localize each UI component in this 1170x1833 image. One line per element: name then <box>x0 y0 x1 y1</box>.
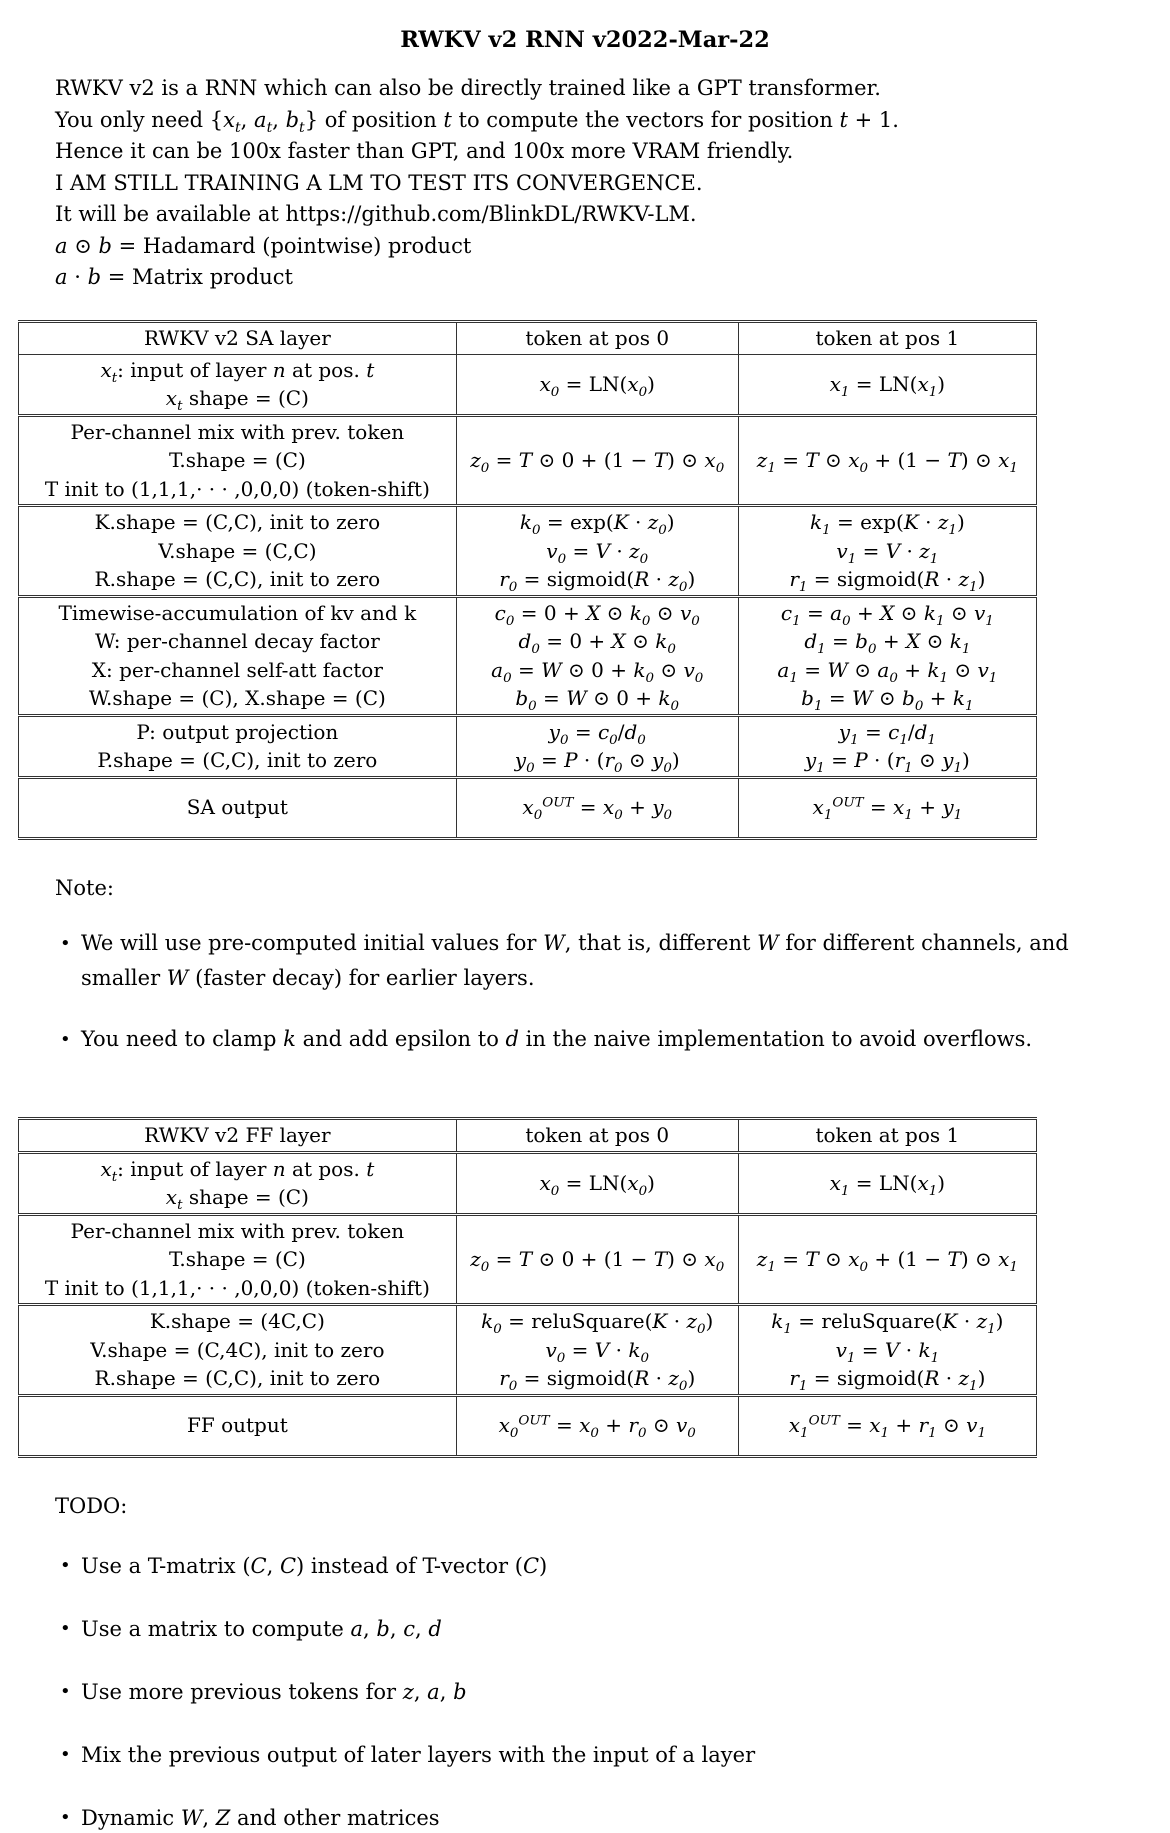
text-line: $y_1 = c_1/d_1$ <box>838 719 936 748</box>
pos0-cell <box>456 596 738 715</box>
text-line: T init to (1,1,1,· · · ,0,0,0) (token-shift) <box>44 476 430 501</box>
text-line: I AM STILL TRAINING A LM TO TEST ITS CONVERGENCE. <box>55 170 703 195</box>
text-line: $z_1 = T$ ⊙ $x_0 + (1 - T)$ ⊙ $x_1$ <box>756 448 1018 476</box>
text-line: $y_0 = P \cdot (r_0$ ⊙ $y_0$) <box>514 748 680 776</box>
pos0-cell <box>456 1214 738 1305</box>
table-row <box>19 1152 1037 1214</box>
text-line: $v_0 = V \cdot z_0$ <box>546 538 649 567</box>
pos0-cell <box>456 415 738 506</box>
table-row <box>19 1214 1037 1305</box>
text-line: $b_0 = W$ ⊙ $0 + k_0$ <box>515 686 680 714</box>
text-line: $x_1 = LN(x_1)$ <box>829 371 946 400</box>
pos1-cell <box>738 1214 1036 1305</box>
text-line: R.shape = (C,C), init to zero <box>94 567 381 591</box>
list-item: • Mix the previous output of later layers with the input of a layer <box>55 1740 1095 1770</box>
text-line: $b_1 = W$ ⊙ $b_0 + k_1$ <box>801 686 974 714</box>
text-line: $r_1$ = sigmoid(R · $z_1$) <box>789 1366 986 1394</box>
text-line: $x_t$: input of layer n at pos. t <box>100 357 375 386</box>
text-line: $z_0 = T$ ⊙ 0 + (1 − T) ⊙ $x_0$ <box>470 1247 725 1275</box>
text-line: $v_1 = V \cdot z_1$ <box>836 538 939 567</box>
text-line: $k_0$ = reluSquare(K · $z_0$) <box>481 1309 714 1337</box>
document-title: RWKV v2 RNN v2022-Mar-22 <box>400 27 770 53</box>
text-line: Per-channel mix with prev. token <box>70 419 405 444</box>
text-line: $k_1$ = reluSquare(K · $z_1$) <box>771 1309 1004 1337</box>
table-row <box>19 415 1037 506</box>
label-cell <box>19 415 457 506</box>
todo-list <box>55 1551 1095 1833</box>
text-line: $r_1$ = sigmoid(R · $z_1$) <box>789 567 986 595</box>
pos0-cell <box>456 777 738 838</box>
table-row <box>19 1305 1037 1396</box>
text-line: $a_1 = W$ ⊙ $a_0 + k_1$ ⊙ $v_1$ <box>777 657 998 686</box>
text-line: $v_1 = V \cdot k_1$ <box>835 1337 940 1366</box>
label-cell <box>19 506 457 597</box>
text-line: $y_1 = P \cdot (r_1$ ⊙ $y_1$) <box>804 748 970 776</box>
text-line: It will be available at https://github.com/BlinkDL/RWKV-LM. <box>55 202 697 226</box>
text-line: $k_1 = \exp(K \cdot z_1)$ <box>809 510 965 538</box>
text-line: $d_0 = 0 + X$ ⊙ $k_0$ <box>518 629 676 657</box>
label-cell <box>19 1152 457 1214</box>
text-line: $x_0^{OUT} = x_0 + y_0$ <box>522 795 673 824</box>
text-line: P.shape = (C,C), init to zero <box>97 748 378 772</box>
text-line: $x_t$ shape = (C) <box>165 386 309 414</box>
column-header-ff-layer: RWKV v2 FF layer <box>19 1118 457 1152</box>
text-line: $x_1 = LN(x_1)$ <box>829 1170 946 1199</box>
text-line: $x_0^{OUT} = x_0 + r_0$ ⊙ $v_0$ <box>498 1413 696 1442</box>
table-row <box>19 354 1037 415</box>
text-line: $x_t$ shape = (C) <box>165 1185 309 1213</box>
text-line: W: per-channel decay factor <box>94 629 380 653</box>
text-line: $a_0 = W$ ⊙ $0 + k_0$ ⊙ $v_0$ <box>491 657 704 686</box>
sa-layer-table <box>18 320 1037 840</box>
pos0-cell <box>456 1152 738 1214</box>
text-line: $d_1 = b_0 + X$ ⊙ $k_1$ <box>804 629 971 657</box>
text-line: $x_t$: input of layer n at pos. t <box>100 1156 375 1185</box>
intro-paragraph <box>55 73 1170 294</box>
column-header-sa-layer: RWKV v2 SA layer <box>19 321 457 354</box>
pos0-cell <box>456 354 738 415</box>
list-item: • Use a T-matrix (C, C) instead of T-vector (C) <box>55 1551 1095 1581</box>
text-line: a ⊙ b = Hadamard (pointwise) product <box>55 233 472 258</box>
text-line: R.shape = (C,C), init to zero <box>94 1366 381 1390</box>
text-line: P: output projection <box>136 719 339 744</box>
label-cell <box>19 1395 457 1456</box>
todo-heading: TODO: <box>55 1493 128 1518</box>
text-line: $x_1^{OUT} = x_1 + y_1$ <box>812 795 963 824</box>
column-header-pos0: token at pos 0 <box>456 321 738 354</box>
label-cell <box>19 596 457 715</box>
label-cell <box>19 715 457 777</box>
text-line: $x_0 = LN(x_0)$ <box>539 371 655 400</box>
label-cell <box>19 1305 457 1396</box>
list-item: • We will use pre-computed initial values for W, that is, different W for different channels, and smaller W (faster decay) for earlier layers. <box>55 926 1095 996</box>
text-line: $v_0 = V \cdot k_0$ <box>545 1337 649 1366</box>
text-line: $r_0$ = sigmoid(R · $z_0$) <box>499 1366 696 1394</box>
pos1-cell <box>738 1395 1036 1456</box>
text-line: $c_1 = a_0 + X$ ⊙ $k_1$ ⊙ $v_1$ <box>780 600 994 629</box>
label-cell <box>19 1214 457 1305</box>
text-line: RWKV v2 is a RNN which can also be directly trained like a GPT transformer. <box>55 76 881 100</box>
column-header-pos1: token at pos 1 <box>738 1118 1036 1152</box>
text-line: K.shape = (C,C), init to zero <box>94 510 381 534</box>
pos1-cell <box>738 415 1036 506</box>
pos1-cell <box>738 715 1036 777</box>
text-line: FF output <box>186 1413 288 1438</box>
pos1-cell <box>738 1305 1036 1396</box>
table-header-row <box>19 321 1037 354</box>
text-line: V.shape = (C,4C), init to zero <box>90 1337 385 1362</box>
text-line: $y_0 = c_0/d_0$ <box>548 719 646 748</box>
text-line: SA output <box>186 795 288 820</box>
label-cell <box>19 354 457 415</box>
ff-layer-table <box>18 1117 1037 1458</box>
text-line: You only need {$x_t$, $a_t$, $b_t$} of position t to compute the vectors for position t + 1. <box>55 107 899 136</box>
text-line: $c_0 = 0 + X$ ⊙ $k_0$ ⊙ $v_0$ <box>494 600 700 629</box>
text-line: $r_0$ = sigmoid(R · $z_0$) <box>499 567 696 595</box>
table-row <box>19 777 1037 838</box>
text-line: a · b = Matrix product <box>55 265 293 289</box>
document-page <box>0 27 1170 1833</box>
text-line: T.shape = (C) <box>168 448 306 472</box>
table-row <box>19 596 1037 715</box>
list-item: • Use more previous tokens for z, a, b <box>55 1677 1095 1707</box>
note-list <box>55 926 1095 1057</box>
label-cell <box>19 777 457 838</box>
text-line: $x_0 = LN(x_0)$ <box>539 1170 655 1199</box>
text-line: W.shape = (C), X.shape = (C) <box>88 686 386 710</box>
list-item: • You need to clamp k and add epsilon to d in the naive implementation to avoid overflows. <box>55 1022 1095 1057</box>
pos1-cell <box>738 777 1036 838</box>
text-line: Timewise-accumulation of kv and k <box>58 600 417 625</box>
text-line: $z_0 = T$ ⊙ 0 + (1 − T) ⊙ $x_0$ <box>470 448 725 476</box>
text-line: Per-channel mix with prev. token <box>70 1218 405 1243</box>
table-row <box>19 715 1037 777</box>
text-line: K.shape = (4C,C) <box>149 1309 325 1333</box>
text-line: $k_0 = \exp(K \cdot z_0)$ <box>519 510 675 538</box>
list-item: • Use a matrix to compute a, b, c, d <box>55 1614 1095 1644</box>
pos1-cell <box>738 596 1036 715</box>
text-line: $x_1^{OUT} = x_1 + r_1$ ⊙ $v_1$ <box>788 1413 986 1442</box>
list-item: • Dynamic W, Z and other matrices <box>55 1803 1095 1833</box>
pos0-cell <box>456 1395 738 1456</box>
pos0-cell <box>456 506 738 597</box>
text-line: Hence it can be 100x faster than GPT, and 100x more VRAM friendly. <box>55 139 794 163</box>
pos1-cell <box>738 1152 1036 1214</box>
table-header-row <box>19 1118 1037 1152</box>
text-line: V.shape = (C,C) <box>158 538 317 563</box>
table-row <box>19 1395 1037 1456</box>
pos1-cell <box>738 506 1036 597</box>
text-line: X: per-channel self-att factor <box>91 657 383 682</box>
text-line: $z_1 = T$ ⊙ $x_0 + (1 - T)$ ⊙ $x_1$ <box>756 1247 1018 1275</box>
column-header-pos1: token at pos 1 <box>738 321 1036 354</box>
note-heading: Note: <box>55 875 114 900</box>
pos1-cell <box>738 354 1036 415</box>
text-line: T.shape = (C) <box>168 1247 306 1271</box>
table-row <box>19 506 1037 597</box>
pos0-cell <box>456 1305 738 1396</box>
pos0-cell <box>456 715 738 777</box>
column-header-pos0: token at pos 0 <box>456 1118 738 1152</box>
text-line: T init to (1,1,1,· · · ,0,0,0) (token-shift) <box>44 1275 430 1300</box>
